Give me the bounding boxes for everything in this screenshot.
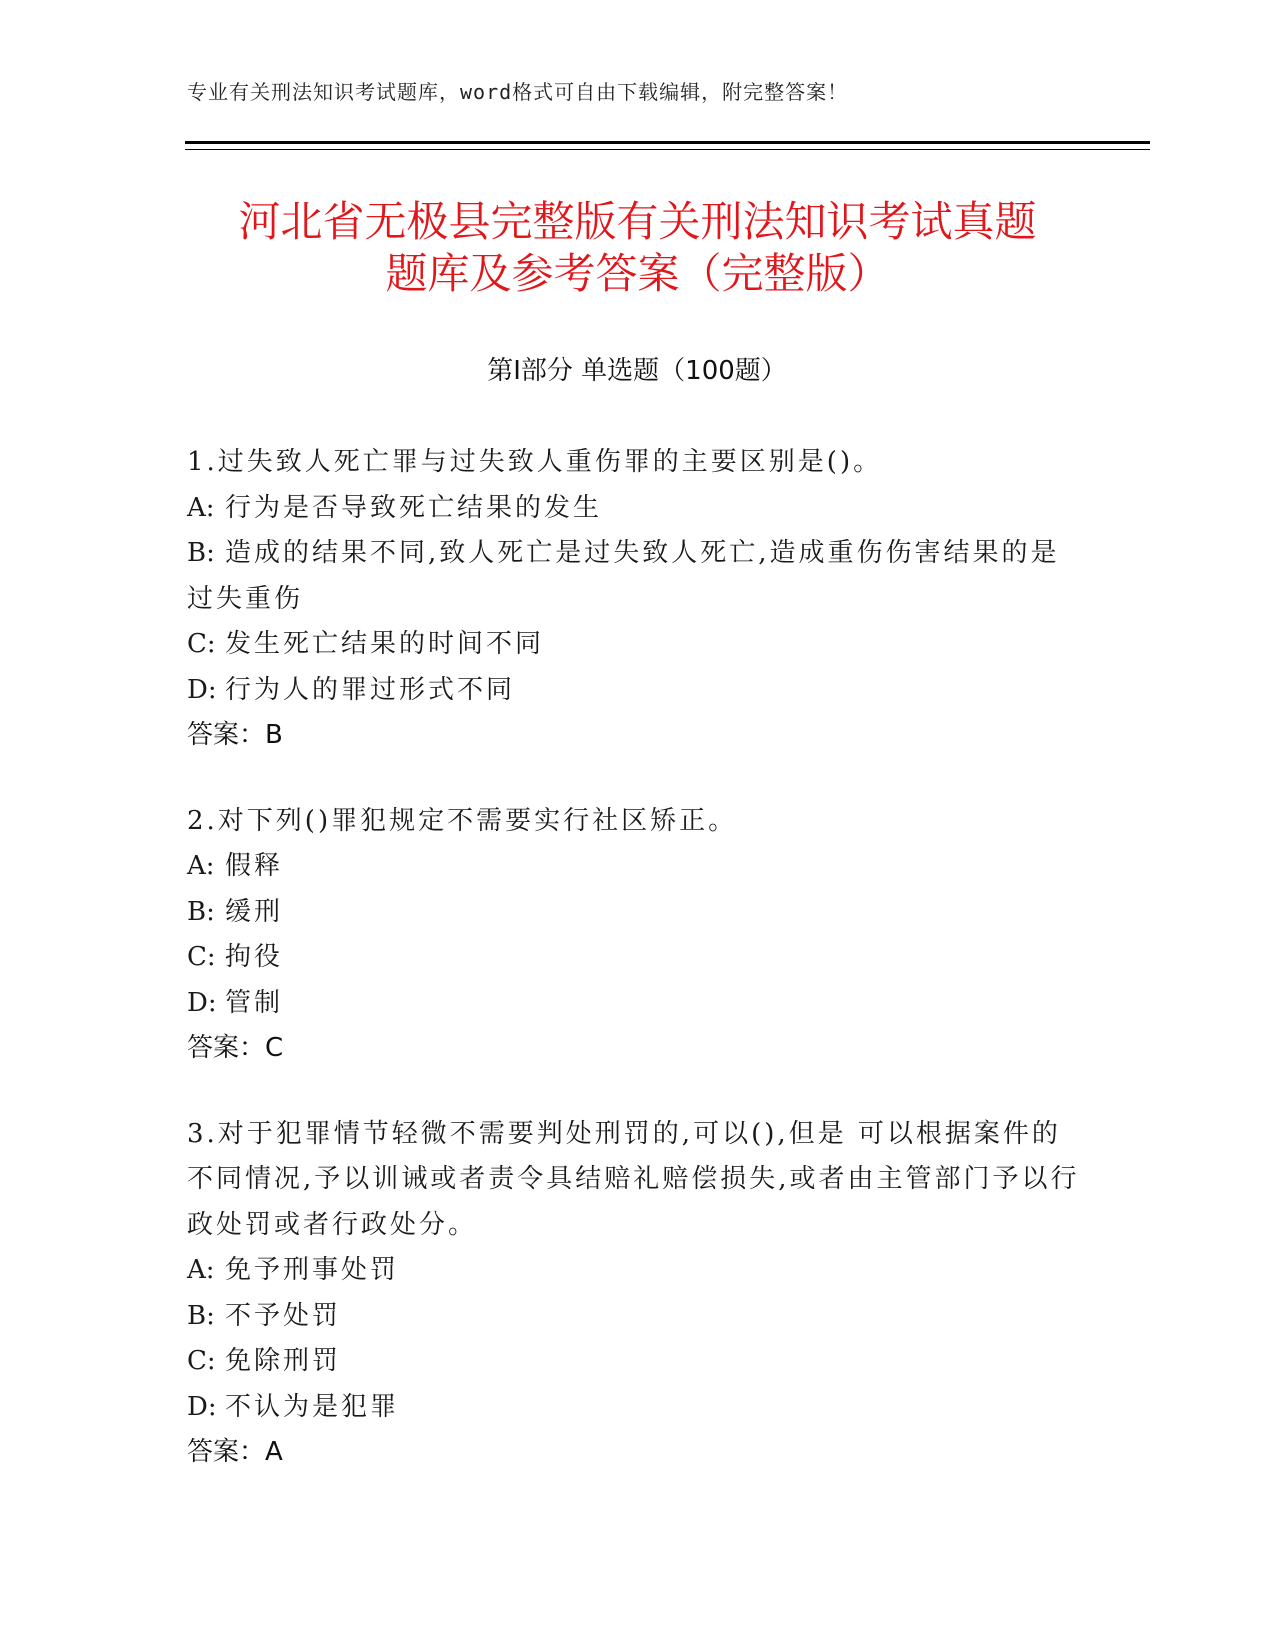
option-d	[187, 1385, 1087, 1431]
option-b	[187, 1294, 1087, 1340]
option-label: A:	[187, 851, 215, 881]
option-label: D:	[187, 674, 217, 705]
section-title: 第Ⅰ部分 单选题（100题）	[487, 356, 787, 386]
question-stem: 1.过失致人死亡罪与过失致人重伤罪的主要区别是()。	[187, 447, 883, 477]
answer-line: 答案：C	[187, 1033, 284, 1063]
header-rule-thin	[185, 149, 1150, 150]
question-3	[187, 1112, 1087, 1476]
answer-line: 答案：A	[187, 1437, 283, 1467]
option-text: 拘役	[225, 942, 284, 972]
option-text: 管制	[225, 987, 284, 1018]
option-label: A:	[187, 492, 215, 523]
option-label: C:	[187, 942, 216, 972]
option-b	[187, 890, 1087, 936]
question-1	[187, 440, 1087, 759]
header-rule-thick	[185, 141, 1150, 144]
option-text: 行为人的罪过形式不同	[225, 674, 516, 705]
question-stem: 2.对下列()罪犯规定不需要实行社区矫正。	[187, 805, 738, 836]
question-list	[187, 440, 1087, 1516]
document-title-line-2: 题库及参考答案（完整版）	[385, 249, 890, 298]
option-a	[187, 1248, 1087, 1294]
document-title-line-1: 河北省无极县完整版有关刑法知识考试真题	[238, 197, 1037, 246]
option-label: B:	[187, 538, 215, 568]
option-text: 不认为是犯罪	[225, 1391, 400, 1422]
option-label: A:	[187, 1255, 215, 1285]
page-header-text: 专业有关刑法知识考试题库，word格式可自由下载编辑，附完整答案！	[187, 80, 849, 104]
option-label: D:	[187, 987, 217, 1018]
option-text: 行为是否导致死亡结果的发生	[225, 492, 603, 523]
option-text: 假释	[225, 851, 284, 881]
option-b	[187, 531, 1087, 622]
option-c	[187, 622, 1087, 668]
option-text: 造成的结果不同,致人死亡是过失致人死亡,造成重伤伤害结果的是过失重伤	[187, 538, 1060, 614]
option-a	[187, 844, 1087, 890]
option-text: 免除刑罚	[225, 1346, 342, 1376]
option-text: 发生死亡结果的时间不同	[225, 629, 545, 659]
option-label: C:	[187, 629, 216, 659]
option-d	[187, 668, 1087, 714]
document-title	[180, 196, 1095, 300]
option-text: 缓刑	[225, 896, 284, 927]
option-text: 免予刑事处罚	[225, 1255, 400, 1285]
option-label: D:	[187, 1391, 217, 1422]
option-label: C:	[187, 1346, 216, 1376]
option-a	[187, 486, 1087, 532]
option-c	[187, 935, 1087, 981]
answer-line: 答案：B	[187, 720, 283, 750]
option-c	[187, 1339, 1087, 1385]
option-label: B:	[187, 896, 215, 927]
question-2	[187, 799, 1087, 1072]
option-label: B:	[187, 1300, 215, 1331]
option-text: 不予处罚	[225, 1300, 342, 1331]
question-stem: 3.对于犯罪情节轻微不需要判处刑罚的,可以(),但是 可以根据案件的不同情况,予以训诫或者责令具结赔礼赔偿损失,或者由主管部门予以行政处罚或者行政处分。	[187, 1118, 1080, 1240]
option-d	[187, 981, 1087, 1027]
